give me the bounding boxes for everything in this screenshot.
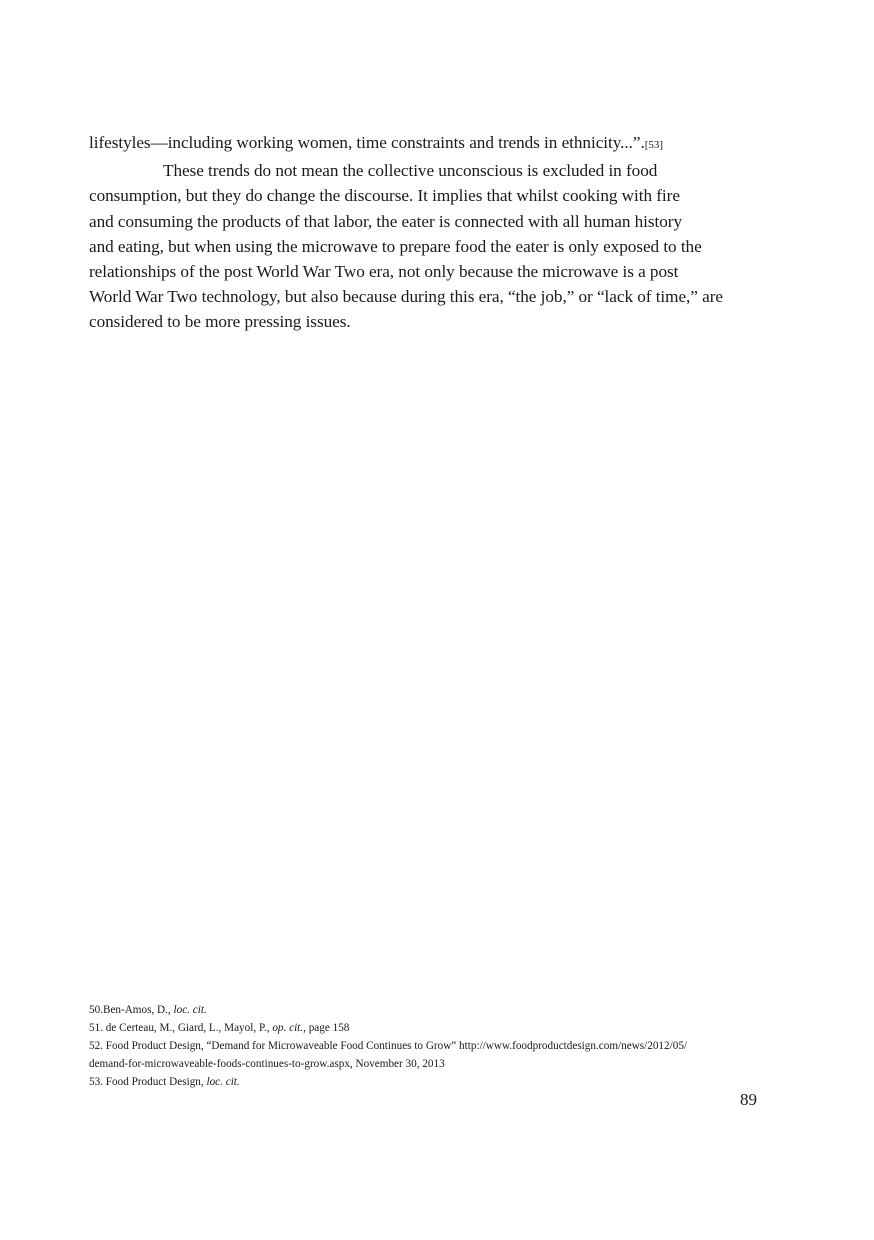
body-line-6: relationships of the post World War Two era, not only because the microwave is a post	[89, 262, 679, 282]
page-number: 89	[740, 1090, 757, 1109]
footnote-53	[89, 1073, 769, 1091]
footnote-52-line-2: demand-for-microwaveable-foods-continues-to-grow.aspx, November 30, 2013	[89, 1058, 445, 1070]
footnote-50-text: 50.Ben-Amos, D.,	[89, 1004, 174, 1016]
footnote-52-line-1: 52. Food Product Design, “Demand for Microwaveable Food Continues to Grow” http://www.foodproductdesign.com/news/2012/05/	[89, 1040, 688, 1052]
footnote-51	[89, 1019, 769, 1037]
footnote-53-italic: loc. cit.	[206, 1076, 240, 1088]
body-line-4: and consuming the products of that labor, the eater is connected with all human history	[89, 211, 683, 231]
footnote-51-suffix: , page 158	[303, 1022, 350, 1034]
body-line-1	[89, 130, 764, 158]
body-line-8: considered to be more pressing issues.	[89, 312, 351, 332]
footnote-53-text: 53. Food Product Design,	[89, 1076, 207, 1088]
footnotes	[89, 1001, 769, 1091]
body-line-1-text: lifestyles—including working women, time constraints and trends in ethnicity...”.	[89, 133, 645, 152]
footnote-51-text: 51. de Certeau, M., Giard, L., Mayol, P.,	[89, 1022, 273, 1034]
footnote-50	[89, 1001, 769, 1019]
body-line-3: consumption, but they do change the discourse. It implies that whilst cooking with fire	[89, 186, 680, 206]
footnote-51-italic: op. cit.	[272, 1022, 304, 1034]
footnote-50-italic: loc. cit.	[173, 1004, 207, 1016]
body-text	[89, 130, 764, 335]
body-line-5: and eating, but when using the microwave to prepare food the eater is only exposed to the	[89, 236, 702, 256]
body-line-7: World War Two technology, but also because during this era, “the job,” or “lack of time,” are	[89, 287, 723, 307]
body-line-2: These trends do not mean the collective unconscious is excluded in food	[163, 161, 658, 181]
footnote-reference-53: [53]	[644, 139, 664, 151]
